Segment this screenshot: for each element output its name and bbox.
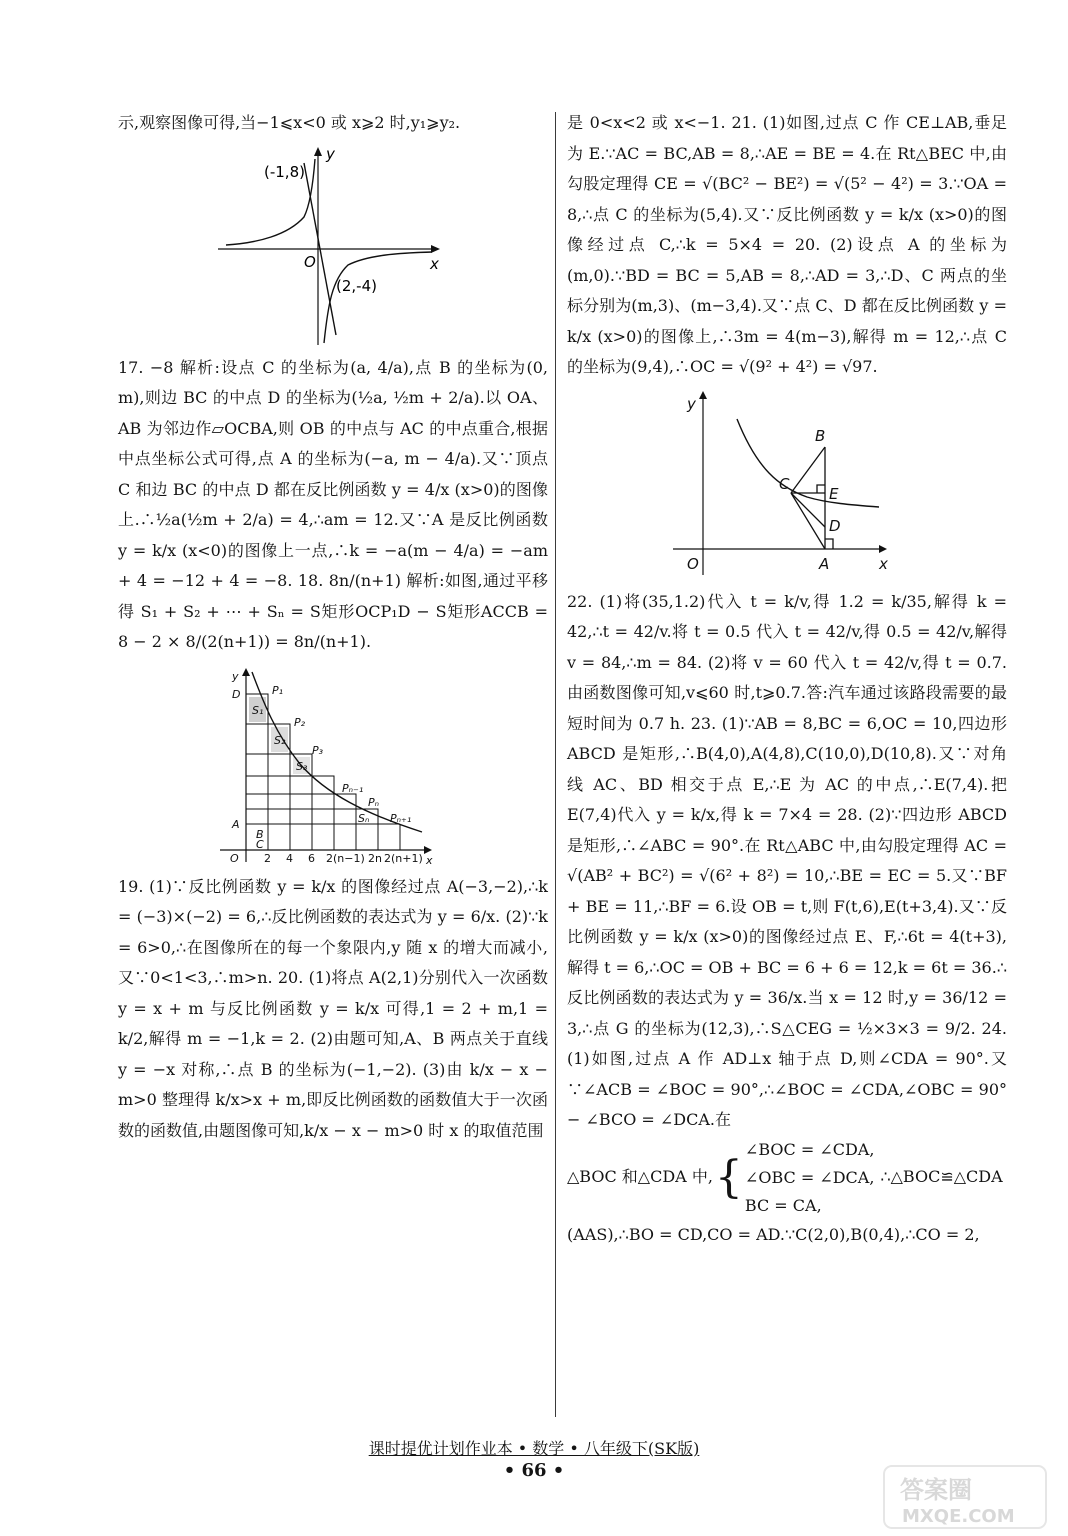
- fig2-label-p2: P₂: [294, 715, 306, 729]
- column-divider: [555, 112, 556, 1417]
- fig1-y-label: y: [326, 144, 335, 163]
- left-column: [118, 108, 548, 1146]
- system-line-1: ∠BOC = ∠CDA,: [744, 1139, 875, 1159]
- system-line-2: ∠OBC = ∠DCA,: [744, 1167, 875, 1187]
- fig1-x-label: x: [430, 254, 439, 273]
- figure-hyperbola-intersection: [118, 145, 548, 345]
- system-prefix: △BOC 和△CDA 中,: [567, 1167, 713, 1187]
- fig3-y-label: y: [687, 394, 696, 413]
- right-paragraph-1: 是 0<x<2 或 x<−1. 21. (1)如图,过点 C 作 CE⊥AB,垂足为 E.∵AC = BC,AB = 8,∴AE = BE = 4.在 Rt△BEC 中,由勾股定理得 CE = √(BC² − BE²) = √(5² − 4²) = 3.∵OA = 8,∴点 C 的坐标为(5,4).又∵反比例函数 y = k/x (x>0)的图像经过点 C,∴k = 5×4 = 20. (2)设点 A 的坐标为(m,0).∵BD = BC = 5,AB = 8,∴AD = 3,∴D、C 两点的坐标分别为(m,3)、(m−3,4).又∵点 C、D 都在反比例函数 y = k/x (x>0)的图像上,∴3m = 4(m−3),解得 m = 12,∴点 C 的坐标为(9,4),∴OC = √(9² + 4²) = √97.: [567, 113, 1007, 376]
- fig2-tick-2n+1: 2(n+1): [384, 851, 423, 864]
- fig2-tick-2: 2: [264, 851, 271, 864]
- fig2-label-a: A: [232, 817, 240, 831]
- right-paragraph-2: 22. (1)将(35,1.2)代入 t = k/v,得 1.2 = k/35,解得 k = 42,∴t = 42/v.将 t = 0.5 代入 t = 42/v,得 0.5 = 42/v,解得 v = 84,∴m = 84. (2)将 v = 60 代入 t = 42/v,得 t = 0.7.由函数图像可知,v⩽60 时,t⩾0.7.答:汽车通过该路段需要的最短时间为 0.7 h. 23. (1)∵AB = 8,BC = 6,OC = 10,四边形 ABCD 是矩形,∴B(4,0),A(4,8),C(10,0),D(10,8).又∵对角线 AC、BD 相交于点 E,∴E 为 AC 的中点,∴E(7,4).把 E(7,4)代入 y = k/x,得 k = 7×4 = 28. (2)∵四边形 ABCD 是矩形,∴∠ABC = 90°.在 Rt△ABC 中,由勾股定理得 AC = √(AB² + BC²) = √(6² + 8²) = 10,∴BE = EC = 5.又∵BF + BE = 11,∴BF = 6.设 OB = t,则 F(t,6),E(t+3,4).又∵反比例函数 y = k/x (x>0)的图像经过点 E、F,∴6t = 4(t+3),解得 t = 6,∴OC = OB + BC = 6 + 6 = 12,k = 6t = 36.∴反比例函数的表达式为 y = 36/x.当 x = 12 时,y = 36/12 = 3,∴点 G 的坐标为(12,3),∴S△CEG = ½×3×3 = 9/2. 24. (1)如图,过点 A 作 AD⊥x 轴于点 D,则∠CDA = 90°.又∵∠ACB = ∠BOC = 90°,∴∠BOC = ∠CDA,∠OBC = 90° − ∠BCO = ∠DCA.在: [567, 591, 1007, 1129]
- fig2-label-b: B: [256, 827, 264, 841]
- fig3-label-c: C: [779, 474, 790, 493]
- right-column: [567, 108, 1007, 1250]
- system-suffix: ∴△BOC≌△CDA: [880, 1167, 1003, 1187]
- figure-triangle-hyperbola: [567, 389, 1007, 579]
- page-number: • 66 •: [503, 1460, 565, 1481]
- fig2-label-pn-1: Pₙ₋₁: [342, 781, 364, 795]
- fig3-label-e: E: [829, 484, 839, 503]
- fig2-label-sn: Sₙ: [358, 811, 370, 825]
- fig2-tick-2n: 2n: [368, 851, 382, 864]
- watermark-text-1: 答案圈: [900, 1476, 972, 1504]
- fig3-label-a: A: [819, 554, 830, 573]
- watermark-text-2: MXQE.COM: [902, 1506, 1015, 1527]
- fig2-label-s1: S₁: [252, 703, 264, 717]
- system-brace: {: [714, 1151, 743, 1203]
- fig2-x-label: x: [426, 853, 433, 864]
- fig2-tick-6: 6: [308, 851, 315, 864]
- fig2-label-pn: Pₙ: [368, 795, 380, 809]
- left-paragraph-1: 示,观察图像可得,当−1⩽x<0 或 x⩾2 时,y₁⩾y₂.: [118, 113, 461, 132]
- fig2-label-pn+1: Pₙ₊₁: [390, 811, 412, 825]
- fig2-y-label: y: [232, 669, 239, 683]
- fig1-point-label-1: (-1,8): [264, 162, 305, 181]
- fig2-tick-2n-1: 2(n−1): [326, 851, 365, 864]
- fig2-tick-4: 4: [286, 851, 293, 864]
- left-paragraph-2: 17. −8 解析:设点 C 的坐标为(a, 4/a),点 B 的坐标为(0, m),则边 BC 的中点 D 的坐标为(½a, ½m + 2/a).以 OA、AB 为邻边作▱OCBA,则 OB 的中点与 AC 的中点重合,根据中点坐标公式可得,点 A 的坐标为(−a, m − 4/a).又∵顶点 C 和边 BC 的中点 D 都在反比例函数 y = 4/x (x>0)的图像上.∴½a(½m + 2/a) = 4,∴am = 12.又∵A 是反比例函数 y = k/x (x<0)的图像上一点,∴k = −a(m − 4/a) = −am + 4 = −12 + 4 = −8. 18. 8n/(n+1) 解析:如图,通过平移得 S₁ + S₂ + ⋯ + Sₙ = S矩形OCP₁D − S矩形ACCB = 8 − 2 × 8/(2(n+1)) = 8n/(n+1).: [118, 357, 548, 651]
- left-paragraph-3: 19. (1)∵反比例函数 y = k/x 的图像经过点 A(−3,−2),∴k = (−3)×(−2) = 6,∴反比例函数的表达式为 y = 6/x. (2)∵k = 6>0,∴在图像所在的每一个象限内,y 随 x 的增大而减小,又∵0<1<3,∴m>n. 20. (1)将点 A(2,1)分别代入一次函数 y = x + m 与反比例函数 y = k/x 可得,1 = 2 + m,1 = k/2,解得 m = −1,k = 2. (2)由题可知,A、B 两点关于直线 y = −x 对称,∴点 B 的坐标为(−1,−2). (3)由 k/x − x − m>0 整理得 k/x>x + m,即反比例函数的函数值大于一次函数的函数值,由题图像可知,k/x − x − m>0 时 x 的取值范围: [118, 876, 548, 1140]
- fig3-x-label: x: [879, 554, 888, 573]
- fig3-label-d: D: [829, 516, 841, 535]
- watermark-logo: [880, 1462, 1050, 1532]
- fig2-origin-label: O: [230, 851, 239, 864]
- system-line-3: BC = CA,: [744, 1195, 822, 1215]
- right-paragraph-3: (AAS),∴BO = CD,CO = AD.∵C(2,0),B(0,4),∴CO = 2,: [567, 1224, 980, 1244]
- fig1-point-label-2: (2,-4): [336, 276, 377, 295]
- fig2-label-d: D: [232, 687, 241, 701]
- fig2-label-s3: S₃: [296, 759, 308, 773]
- congruence-system: [567, 1136, 1007, 1220]
- fig2-label-p1: P₁: [272, 683, 284, 697]
- fig2-label-c: C: [256, 837, 264, 851]
- fig2-label-p3: P₃: [312, 743, 324, 757]
- fig2-label-s2: S₂: [274, 733, 286, 747]
- fig1-origin-label: O: [304, 252, 316, 271]
- book-title: 课时提优计划作业本 • 数学 • 八年级下(SK版): [368, 1439, 700, 1458]
- figure-staircase-rectangles: [118, 664, 548, 864]
- fig3-origin-label: O: [687, 554, 699, 573]
- fig3-label-b: B: [815, 426, 826, 445]
